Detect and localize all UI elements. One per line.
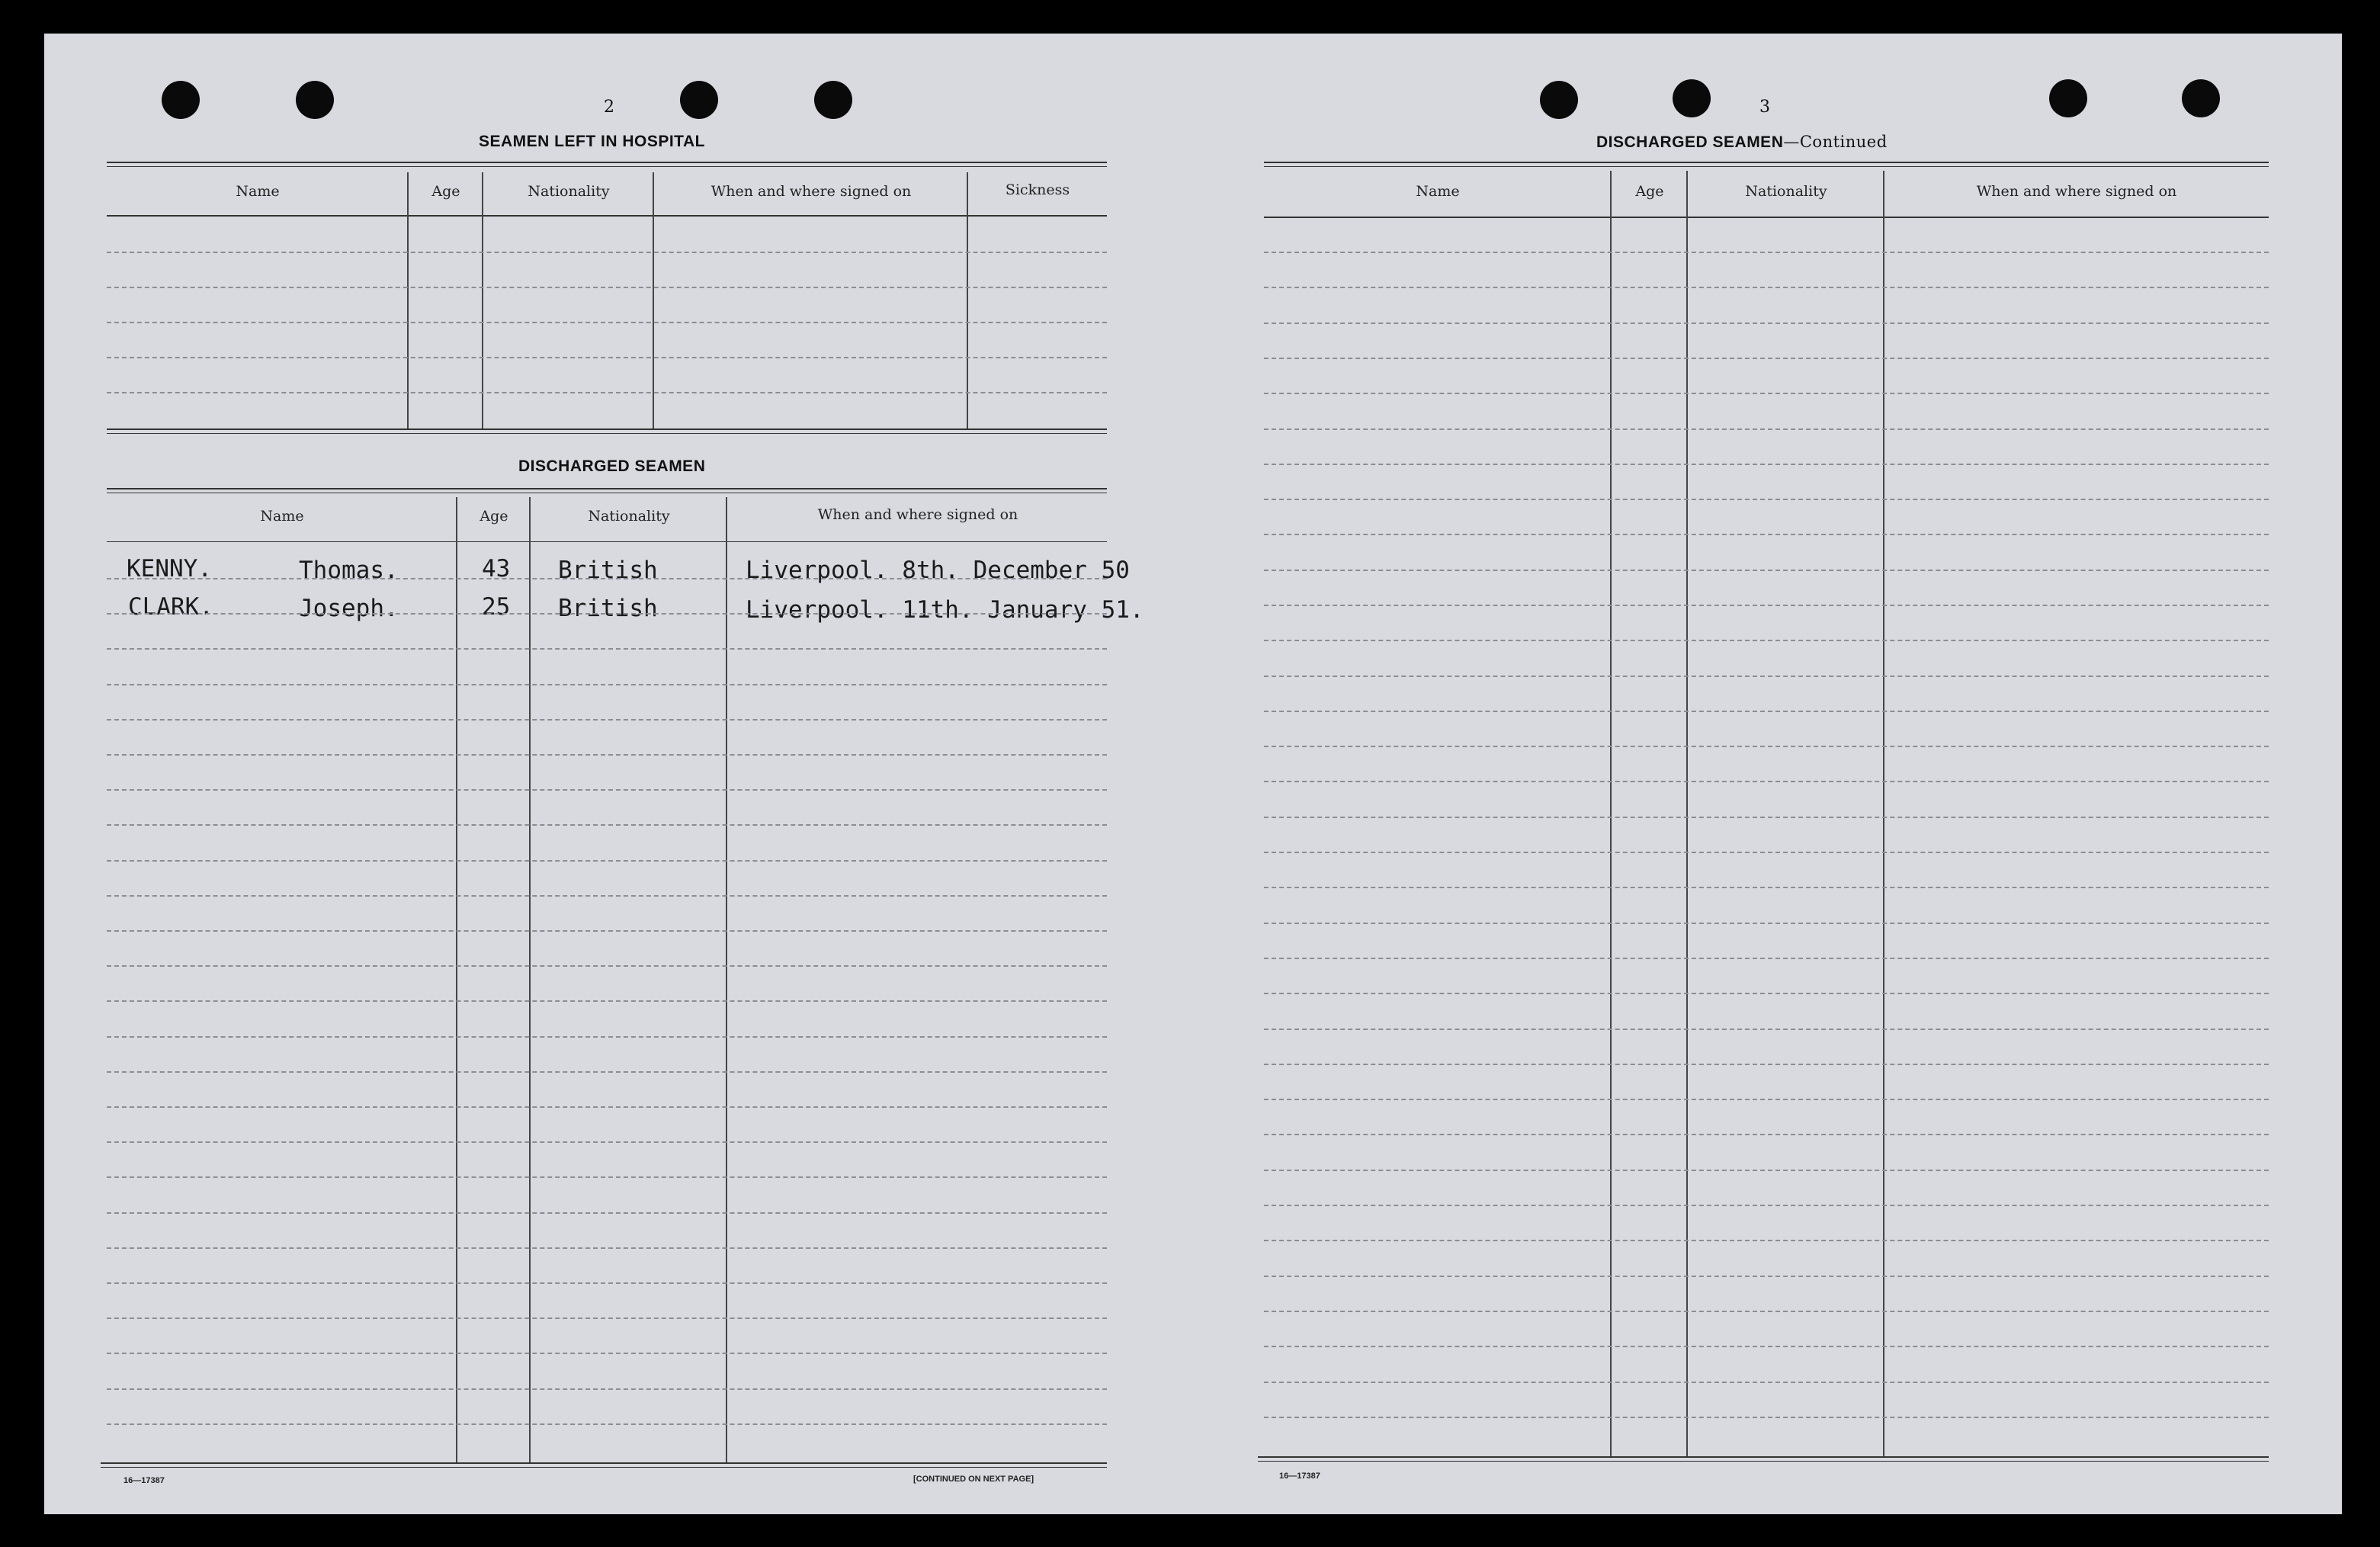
ruled-line	[107, 648, 1107, 650]
seaman-given-name: Thomas.	[299, 557, 399, 584]
ruled-line	[107, 824, 1107, 826]
column-divider	[1883, 171, 1884, 1458]
seaman-signed-on: Liverpool. 8th. December 50	[746, 557, 1130, 584]
ruled-line	[1264, 958, 2269, 959]
column-header-nationality: Nationality	[528, 183, 610, 200]
ruled-line	[107, 1353, 1107, 1354]
ruled-line	[107, 392, 1107, 393]
table-top-rule	[1264, 166, 2269, 167]
header-rule	[1264, 217, 2269, 218]
column-header-signed-on: When and where signed on	[710, 183, 912, 200]
table-bottom-rule	[101, 1467, 1107, 1468]
ruled-line	[1264, 781, 2269, 782]
header-rule	[107, 215, 1107, 217]
seaman-nationality: British	[558, 557, 658, 584]
seaman-age: 43	[482, 555, 511, 583]
punch-hole	[680, 81, 718, 119]
document-sheet	[44, 34, 2342, 1514]
ruled-line	[1264, 746, 2269, 747]
ruled-line	[107, 1071, 1107, 1073]
ruled-line	[107, 287, 1107, 288]
punch-hole	[1540, 81, 1578, 119]
column-divider	[1686, 171, 1688, 1458]
ruled-line	[1264, 1205, 2269, 1206]
section-title-discharged: DISCHARGED SEAMEN	[518, 457, 706, 475]
ruled-line	[1264, 1134, 2269, 1135]
ruled-line	[107, 1000, 1107, 1002]
punch-hole	[296, 81, 334, 119]
ruled-line	[107, 965, 1107, 967]
ruled-line	[107, 930, 1107, 932]
ruled-line	[1264, 428, 2269, 430]
page-number: 3	[1759, 98, 1770, 117]
ruled-line	[107, 578, 1107, 579]
seaman-surname: KENNY.	[127, 555, 212, 583]
ruled-line	[1264, 1346, 2269, 1347]
table-top-rule	[1264, 162, 2269, 163]
ruled-line	[107, 252, 1107, 253]
column-header-signed-on: When and where signed on	[817, 506, 1018, 523]
ruled-line	[1264, 605, 2269, 606]
ruled-line	[1264, 1170, 2269, 1171]
ruled-line	[107, 1106, 1107, 1108]
column-header-nationality: Nationality	[1745, 183, 1827, 200]
ruled-line	[1264, 711, 2269, 712]
column-header-name: Name	[236, 183, 280, 200]
ruled-line	[107, 1141, 1107, 1143]
punch-hole	[2182, 79, 2220, 117]
ruled-line	[107, 1212, 1107, 1214]
seaman-age: 25	[482, 593, 511, 621]
ruled-line	[1264, 923, 2269, 924]
ruled-line	[1264, 534, 2269, 535]
section-title-discharged-continued	[1596, 133, 1888, 152]
ruled-line	[1264, 1276, 2269, 1277]
ruled-line	[1264, 1099, 2269, 1100]
ruled-line	[107, 1036, 1107, 1038]
ruled-line	[107, 613, 1107, 615]
column-header-name: Name	[260, 508, 304, 525]
table-bottom-rule	[107, 433, 1107, 434]
ruled-line	[107, 1388, 1107, 1390]
ruled-line	[1264, 570, 2269, 571]
column-header-sickness: Sickness	[1005, 181, 1070, 198]
column-header-signed-on: When and where signed on	[1976, 183, 2177, 200]
ruled-line	[1264, 676, 2269, 677]
punch-hole	[2049, 79, 2087, 117]
ruled-line	[1264, 499, 2269, 500]
ruled-line	[107, 719, 1107, 721]
ruled-line	[107, 1247, 1107, 1249]
column-divider	[1610, 171, 1612, 1458]
ruled-line	[107, 789, 1107, 791]
ruled-line	[107, 1423, 1107, 1425]
ruled-line	[107, 860, 1107, 862]
ruled-line	[107, 1318, 1107, 1319]
punch-hole	[814, 81, 852, 119]
ruled-line	[107, 357, 1107, 358]
seaman-surname: CLARK.	[128, 593, 213, 621]
ruled-line	[1264, 287, 2269, 288]
section-title-suffix: —Continued	[1783, 133, 1888, 151]
continued-note: [CONTINUED ON NEXT PAGE]	[913, 1475, 1034, 1484]
form-number: 16—17387	[1279, 1472, 1320, 1481]
seaman-given-name: Joseph.	[299, 595, 399, 622]
header-rule	[107, 541, 1107, 542]
ruled-line	[1264, 1029, 2269, 1030]
ruled-line	[1264, 1417, 2269, 1418]
seaman-nationality: British	[558, 595, 658, 622]
table-top-rule	[107, 488, 1107, 489]
table-bottom-rule	[1258, 1461, 2269, 1462]
ruled-line	[1264, 464, 2269, 465]
column-header-age: Age	[431, 183, 460, 200]
ruled-line	[107, 1176, 1107, 1178]
column-header-age: Age	[1635, 183, 1664, 200]
page-number: 2	[604, 98, 614, 117]
table-bottom-rule	[101, 1462, 1107, 1464]
ruled-line	[1264, 323, 2269, 324]
ruled-line	[107, 322, 1107, 323]
ruled-line	[1264, 252, 2269, 253]
ruled-line	[1264, 887, 2269, 888]
ruled-line	[107, 754, 1107, 756]
punch-hole	[162, 81, 200, 119]
column-header-age: Age	[480, 508, 508, 525]
column-header-name: Name	[1416, 183, 1460, 200]
ruled-line	[1264, 1064, 2269, 1065]
ruled-line	[1264, 817, 2269, 818]
ruled-line	[1264, 1382, 2269, 1383]
section-title-hospital: SEAMEN LEFT IN HOSPITAL	[479, 133, 705, 150]
ruled-line	[1264, 640, 2269, 641]
ruled-line	[107, 684, 1107, 685]
punch-hole	[1673, 79, 1711, 117]
seaman-signed-on: Liverpool. 11th. January 51.	[746, 596, 1144, 624]
ruled-line	[1264, 393, 2269, 394]
ruled-line	[107, 1282, 1107, 1284]
table-top-rule	[107, 166, 1107, 167]
table-bottom-rule	[1258, 1456, 2269, 1458]
table-top-rule	[107, 162, 1107, 163]
ruled-line	[1264, 852, 2269, 853]
section-title: DISCHARGED SEAMEN	[1596, 133, 1784, 151]
table-bottom-rule	[107, 428, 1107, 430]
ruled-line	[1264, 1311, 2269, 1312]
form-number: 16—17387	[123, 1476, 165, 1485]
ruled-line	[107, 895, 1107, 897]
column-header-nationality: Nationality	[588, 508, 670, 525]
ruled-line	[1264, 993, 2269, 994]
ruled-line	[1264, 1240, 2269, 1241]
ruled-line	[1264, 358, 2269, 359]
